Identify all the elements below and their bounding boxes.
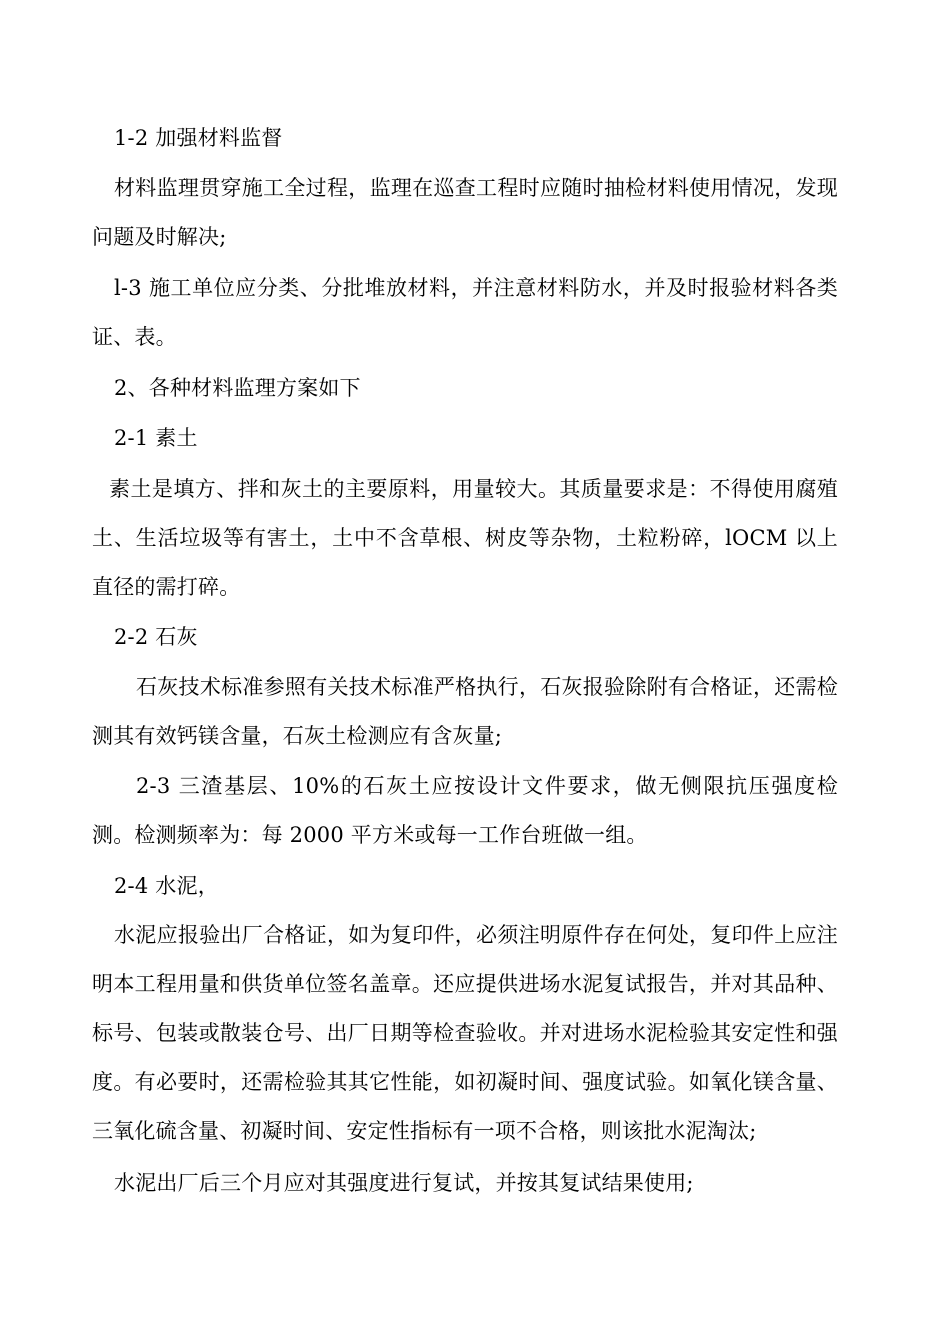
paragraph-2-3: 2-3 三渣基层、10%的石灰土应按设计文件要求，做无侧限抗压强度检测。检测频率为：每 2000 平方米或每一工作台班做一组。	[92, 774, 838, 847]
heading-2-4: 2-4 水泥，	[114, 874, 219, 898]
paragraph-1-3: l-3 施工单位应分类、分批堆放材料，并注意材料防水，并及时报验材料各类证、表。	[92, 276, 838, 349]
heading-2-1: 2-1 素土	[114, 426, 198, 450]
heading-2: 2、各种材料监理方案如下	[114, 376, 361, 400]
paragraph-material-supervision: 材料监理贯穿施工全过程，监理在巡查工程时应随时抽检材料使用情况，发现问题及时解决;	[92, 176, 838, 249]
paragraph-lime: 石灰技术标准参照有关技术标准严格执行，石灰报验除附有合格证，还需检测其有效钙镁含量，石灰土检测应有含灰量;	[92, 675, 838, 748]
paragraph-plain-soil: 素土是填方、拌和灰土的主要原料，用量较大。其质量要求是：不得使用腐殖土、生活垃圾等有害土，土中不含草根、树皮等杂物，土粒粉碎，lOCM 以上直径的需打碎。	[92, 477, 838, 599]
heading-1-2: 1-2 加强材料监督	[114, 126, 283, 150]
heading-2-2: 2-2 石灰	[114, 625, 198, 649]
paragraph-cement: 水泥应报验出厂合格证，如为复印件，必须注明原件存在何处，复印件上应注明本工程用量和供货单位签名盖章。还应提供进场水泥复试报告，并对其品种、标号、包装或散装仓号、出厂日期等检查验收。并对进场水泥检验其安定性和强度。有必要时，还需检验其其它性能，如初凝时间、强度试验。如氧化镁含量、三氧化硫含量、初凝时间、安定性指标有一项不合格，则该批水泥淘汰;	[92, 923, 838, 1143]
paragraph-cement-retest: 水泥出厂后三个月应对其强度进行复试，并按其复试结果使用;	[114, 1171, 694, 1195]
